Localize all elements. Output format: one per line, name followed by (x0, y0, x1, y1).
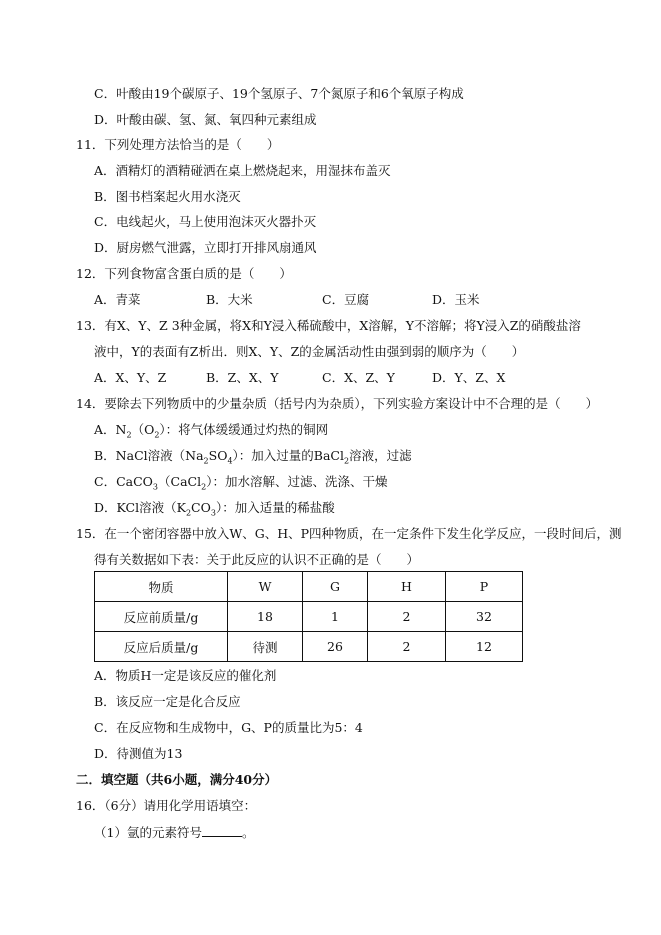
table-row (95, 602, 523, 632)
q12-stem: 12．下列食物富含蛋白质的是（ ） (76, 266, 292, 281)
section-title: 二．填空题（共6小题，满分40分） (76, 772, 278, 787)
q12-option-b: B．大米 (206, 292, 253, 307)
q15-option-c: C．在反应物和生成物中，G、P的质量比为5：4 (94, 720, 363, 735)
table-cell: 2 (368, 632, 446, 662)
q13-option-c: C．X、Z、Y (322, 370, 395, 385)
table-header-cell: 物质 (95, 572, 228, 602)
q12-option-d: D．玉米 (432, 292, 480, 307)
q10-option-c: C．叶酸由19个碳原子、19个氢原子、7个氮原子和6个氧原子构成 (94, 86, 464, 101)
q10-option-d: D．叶酸由碳、氢、氮、氧四种元素组成 (94, 112, 317, 127)
table-header-cell: W (228, 572, 303, 602)
table-cell: 待测 (228, 632, 303, 662)
table-header-cell: P (446, 572, 523, 602)
table-cell: 反应前质量/g (95, 602, 228, 632)
q16-stem: 16．（6分）请用化学用语填空： (76, 798, 257, 813)
table-header-row (95, 572, 523, 602)
answer-blank[interactable] (202, 824, 242, 837)
q13-stem-line2: 液中，Y的表面有Z析出．则X、Y、Z的金属活动性由强到弱的顺序为（ ） (94, 344, 525, 359)
q14-option-c: C．CaCO$_3$（CaCl$_2$）：加水溶解、过滤、洗涤、干燥 (94, 474, 388, 492)
table-cell: 32 (446, 602, 523, 632)
q11-option-c: C．电线起火，马上使用泡沫灭火器扑灭 (94, 214, 317, 229)
q16-sub1: （1）氩的元素符号 。 (94, 825, 255, 840)
q13-option-a: A．X、Y、Z (94, 370, 167, 385)
q15-option-a: A．物质H一定是该反应的催化剂 (94, 668, 277, 683)
q14-stem: 14．要除去下列物质中的少量杂质（括号内为杂质），下列实验方案设计中不合理的是（ ） (76, 396, 599, 411)
q13-option-b: B．Z、X、Y (206, 370, 279, 385)
q11-option-a: A．酒精灯的酒精碰洒在桌上燃烧起来，用湿抹布盖灭 (94, 163, 391, 178)
table-row (95, 632, 523, 662)
q11-option-d: D．厨房燃气泄露，立即打开排风扇通风 (94, 240, 317, 255)
table-cell: 12 (446, 632, 523, 662)
q15-option-b: B．该反应一定是化合反应 (94, 694, 241, 709)
q14-option-a: A．$N_2(O_2)$：将气体缓缓通过灼热的铜网 (94, 422, 329, 440)
q12-option-c: C．豆腐 (322, 292, 370, 307)
table-header-cell: H (368, 572, 446, 602)
table-cell: 18 (228, 602, 303, 632)
q15-stem-line1: 15．在一个密闭容器中放入W、G、H、P四种物质，在一定条件下发生化学反应，一段时间后，测 (76, 526, 622, 541)
table-cell: 反应后质量/g (95, 632, 228, 662)
q15-stem-line2: 得有关数据如下表：关于此反应的认识不正确的是（ ） (94, 552, 420, 567)
table-cell: 2 (368, 602, 446, 632)
table-cell: 1 (303, 602, 368, 632)
q13-option-d: D．Y、Z、X (432, 370, 506, 385)
q14-option-d: D．KCl溶液$(K_2CO_3)$：加入适量的稀盐酸 (94, 500, 335, 518)
table-header-cell: G (303, 572, 368, 602)
q15-data-table (94, 571, 523, 662)
q14-option-b: B．NaCl溶液$(Na_2SO_4)$：加入过量的BaCl$_2$溶液，过滤 (94, 448, 412, 466)
q11-option-b: B．图书档案起火用水浇灭 (94, 189, 241, 204)
q15-option-d: D．待测值为13 (94, 746, 183, 761)
q11-stem: 11．下列处理方法恰当的是（ ） (76, 137, 280, 152)
q13-stem-line1: 13．有X、Y、Z 3种金属，将X和Y浸入稀硫酸中，X溶解，Y不溶解；将Y浸入Z的硝酸盐溶 (76, 318, 581, 333)
q12-option-a: A．青菜 (94, 292, 141, 307)
table-cell: 26 (303, 632, 368, 662)
